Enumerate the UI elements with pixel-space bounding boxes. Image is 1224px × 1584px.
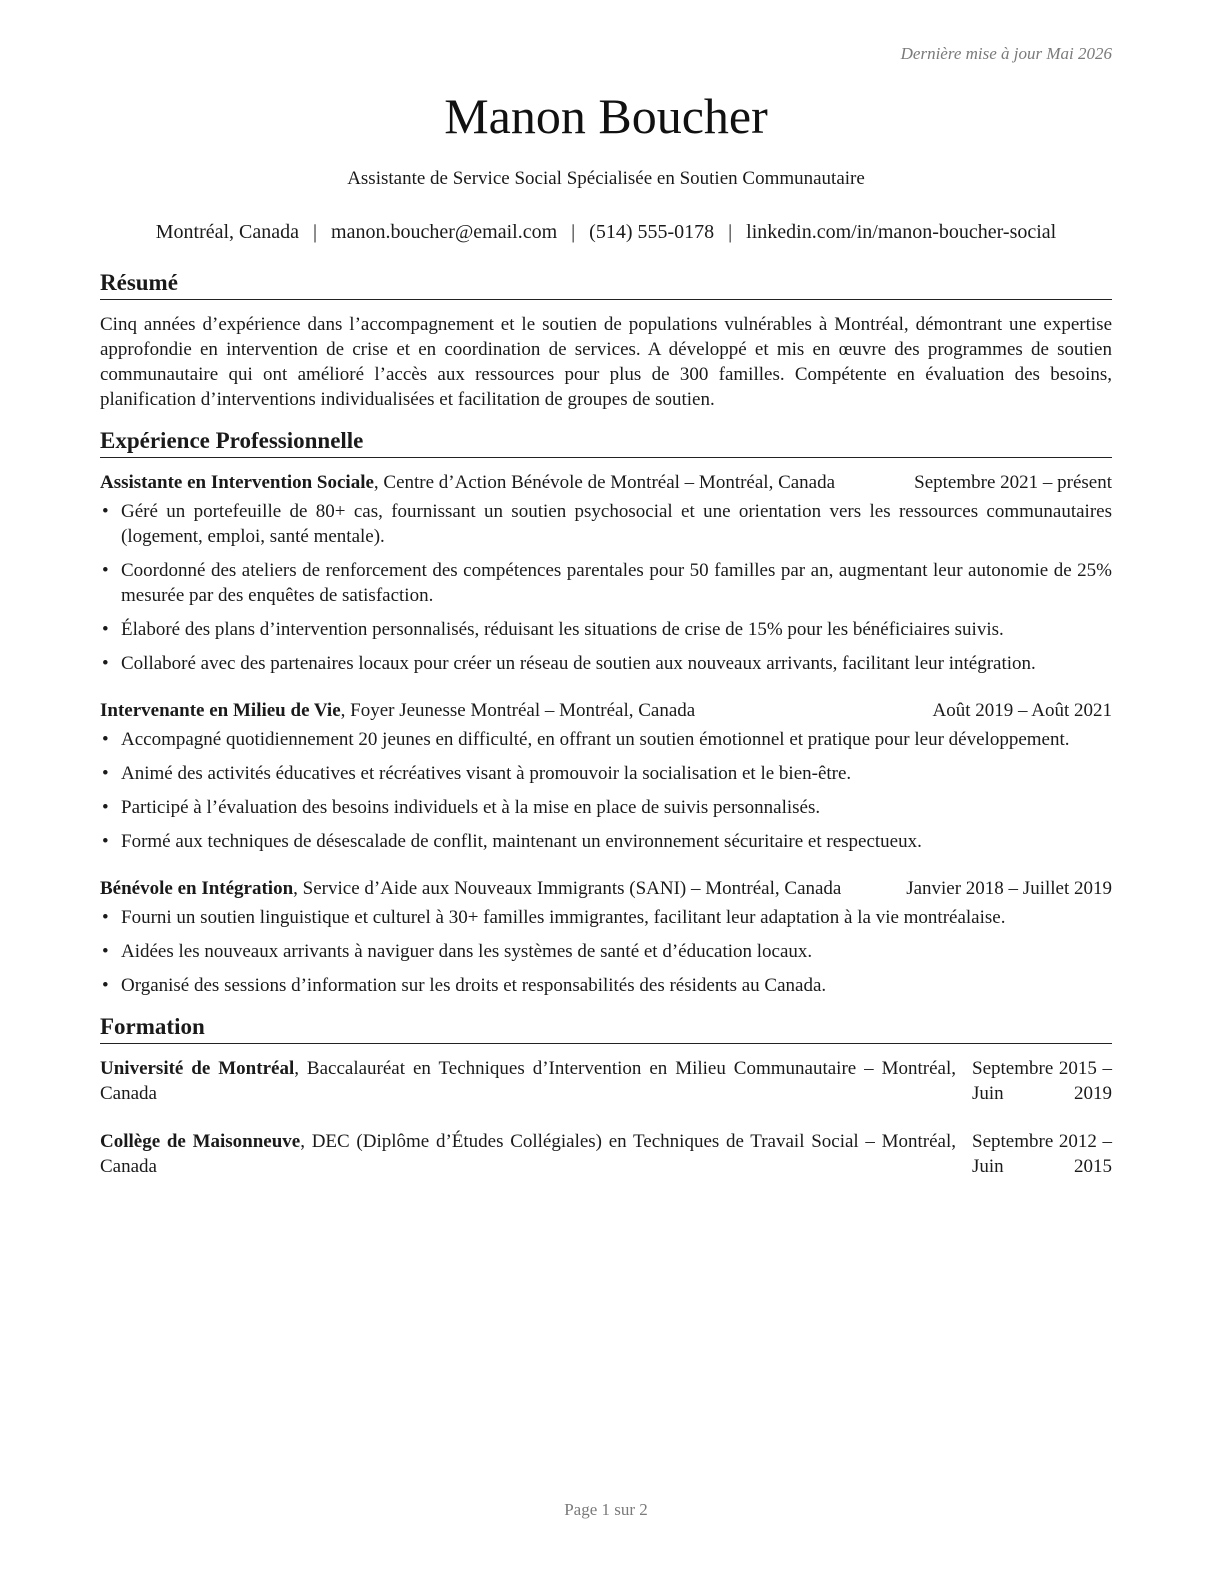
job-organization: , Service d’Aide aux Nouveaux Immigrants (SANI) – Montréal, Canada — [293, 878, 842, 899]
education-degree: , DEC (Diplôme d’Études Collégiales) en Techniques de Travail Social – Montréal, Canada — [100, 1131, 956, 1177]
job-bullet: • Formé aux techniques de désescalade de conflit, maintenant un environnement sécuritaire et respectueux. — [100, 829, 1112, 854]
education-entry — [100, 1056, 1112, 1106]
education-dates: Septembre 2015 – Juin 2019 — [972, 1058, 1112, 1104]
job-entry — [100, 470, 1112, 676]
job-header — [100, 698, 1112, 723]
job-dates: Août 2019 – Août 2021 — [932, 700, 1112, 721]
job-bullet: • Élaboré des plans d’intervention personnalisés, réduisant les situations de crise de 15% pour les bénéficiaires suivis. — [100, 617, 1112, 642]
job-role: Bénévole en Intégration — [100, 878, 294, 899]
job-title-line — [100, 470, 902, 495]
section-title-experience: Expérience Professionnelle — [100, 426, 1112, 458]
job-entry — [100, 876, 1112, 998]
job-role: Assistante en Intervention Sociale — [100, 472, 374, 493]
job-header — [100, 876, 1112, 901]
contact-phone: (514) 555-0178 — [589, 221, 715, 243]
resume-content — [100, 268, 1112, 1202]
job-bullets — [100, 727, 1112, 854]
job-bullets — [100, 905, 1112, 998]
summary-text: Cinq années d’expérience dans l’accompagnement et le soutien de populations vulnérables à Montréal, démontrant une expertise approfondie en intervention de crise et en coordination de services. A développé et mis en œuvre des programmes de soutien communautaire qui ont amélioré l’accès aux ressources pour plus de 300 familles. Compétente en évaluation des besoins, planification d’interventions individualisées et facilitation de groupes de soutien. — [100, 314, 1112, 410]
job-role: Intervenante en Milieu de Vie — [100, 700, 341, 721]
job-bullet: • Participé à l’évaluation des besoins individuels et à la mise en place de suivis personnalisés. — [100, 795, 1112, 820]
education-header — [100, 1129, 1112, 1179]
job-bullet: • Géré un portefeuille de 80+ cas, fournissant un soutien psychosocial et une orientation vers les ressources communautaires (logement, emploi, santé mentale). — [100, 499, 1112, 549]
job-bullet: • Aidées les nouveaux arrivants à naviguer dans les systèmes de santé et d’éducation locaux. — [100, 939, 1112, 964]
contact-separator: | — [571, 221, 576, 243]
section-title-education: Formation — [100, 1012, 1112, 1044]
job-title-line — [100, 876, 900, 901]
contact-email[interactable]: manon.boucher@email.com — [331, 221, 558, 243]
job-entry — [100, 698, 1112, 854]
contact-separator: | — [728, 221, 733, 243]
candidate-name: Manon Boucher — [444, 88, 768, 144]
section-title-summary: Résumé — [100, 268, 1112, 300]
education-entry — [100, 1129, 1112, 1179]
headline: Assistante de Service Social Spécialisée en Soutien Communautaire — [347, 168, 865, 189]
job-bullet: • Animé des activités éducatives et récréatives visant à promouvoir la socialisation et le bien-être. — [100, 761, 1112, 786]
job-bullet: • Collaboré avec des partenaires locaux pour créer un réseau de soutien aux nouveaux arrivants, facilitant leur intégration. — [100, 651, 1112, 676]
education-dates: Septembre 2012 – Juin 2015 — [972, 1131, 1112, 1177]
last-updated: Dernière mise à jour Mai 2026 — [900, 44, 1112, 63]
job-bullets — [100, 499, 1112, 676]
job-bullet: • Fourni un soutien linguistique et culturel à 30+ familles immigrantes, facilitant leur adaptation à la vie montréalaise. — [100, 905, 1112, 930]
education-title-line — [100, 1056, 956, 1106]
job-dates: Septembre 2021 – présent — [914, 472, 1112, 493]
page-number: Page 1 sur 2 — [564, 1500, 648, 1519]
job-organization: , Foyer Jeunesse Montréal – Montréal, Canada — [340, 700, 696, 721]
job-bullet: • Accompagné quotidiennement 20 jeunes en difficulté, en offrant un soutien émotionnel et pratique pour leur développement. — [100, 727, 1112, 752]
education-school: Collège de Maisonneuve — [100, 1131, 301, 1152]
job-title-line — [100, 698, 933, 723]
contact-separator: | — [313, 221, 318, 243]
contact-location: Montréal, Canada — [155, 221, 300, 243]
contact-linkedin[interactable]: linkedin.com/in/manon-boucher-social — [746, 221, 1057, 243]
job-bullet: • Organisé des sessions d’information sur les droits et responsabilités des résidents au Canada. — [100, 973, 1112, 998]
job-header — [100, 470, 1112, 495]
job-dates: Janvier 2018 – Juillet 2019 — [906, 878, 1112, 899]
job-organization: , Centre d’Action Bénévole de Montréal – Montréal, Canada — [373, 472, 836, 493]
education-header — [100, 1056, 1112, 1106]
education-school: Université de Montréal — [100, 1058, 295, 1079]
education-degree: , Baccalauréat en Techniques d’Intervention en Milieu Communautaire – Montréal, Canada — [100, 1058, 956, 1104]
education-title-line — [100, 1129, 956, 1179]
contact-line — [0, 218, 1212, 246]
job-bullet: • Coordonné des ateliers de renforcement des compétences parentales pour 50 familles par an, augmentant leur autonomie de 25% mesurée par des enquêtes de satisfaction. — [100, 558, 1112, 608]
